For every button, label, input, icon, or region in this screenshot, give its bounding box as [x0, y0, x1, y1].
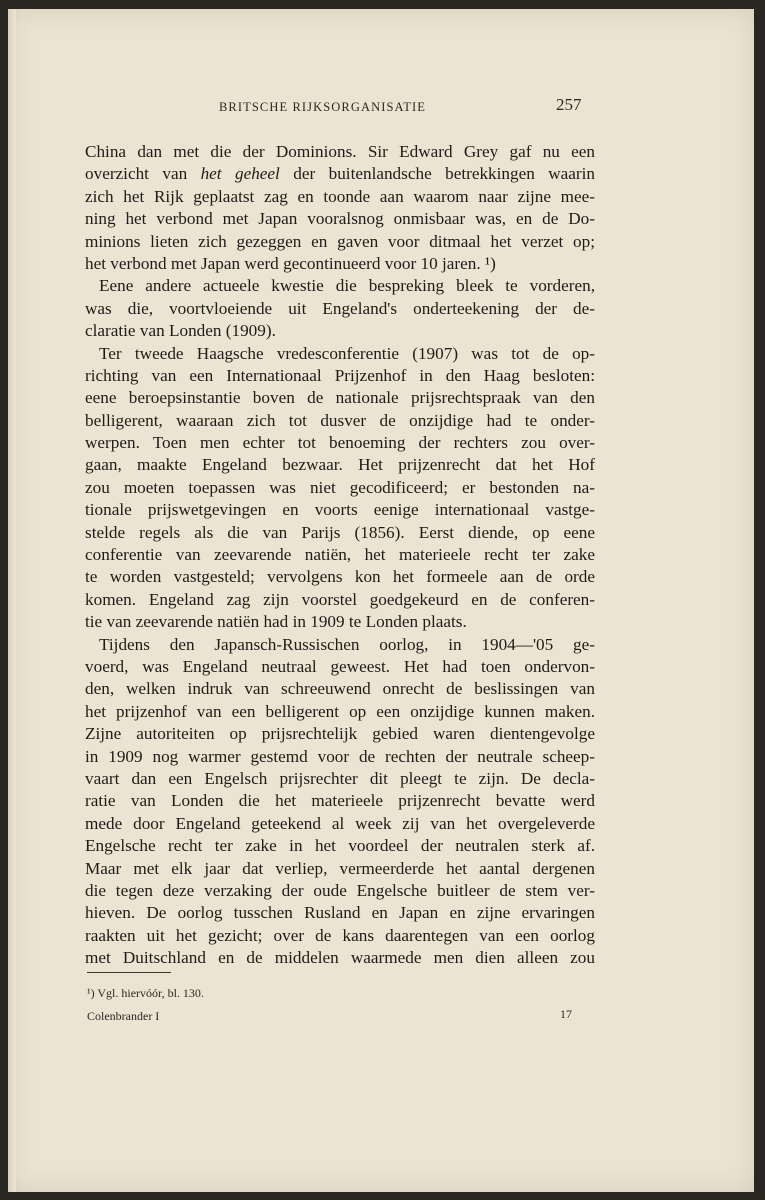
- text-line: Zijne autoriteiten op prijsrechtelijk gebied waren dientengevolge: [85, 724, 595, 744]
- text-line: stelde regels als die van Parijs (1856). Eerst diende, op eene: [85, 522, 595, 542]
- text-line: [85, 163, 595, 185]
- text-line: conferentie van zeevarende natiën, het materieele recht ter zake: [85, 545, 595, 565]
- text-line: Eene andere actueele kwestie die bespreking bleek te vorderen,: [99, 276, 595, 296]
- page-gutter: [8, 9, 16, 1192]
- text-line: zich het Rijk geplaatst zag en toonde aan waarom naar zijne mee-: [85, 186, 595, 206]
- text-line: gaan, maakte Engeland bezwaar. Het prijzenrecht dat het Hof: [85, 455, 595, 475]
- text-line: eene beroepsinstantie boven de nationale prijsrechtspraak van den: [85, 388, 595, 408]
- text-line: tie van zeevarende natiën had in 1909 te Londen plaats.: [85, 612, 467, 632]
- text-line: voerd, was Engeland neutraal geweest. Het had toen ondervon-: [85, 656, 595, 676]
- running-head: BRITSCHE RIJKSORGANISATIE: [219, 100, 427, 114]
- text-line: het verbond met Japan werd gecontinueerd voor 10 jaren. ¹): [85, 253, 496, 273]
- text-line: Tijdens den Japansch-Russischen oorlog, in 1904—'05 ge-: [99, 634, 595, 654]
- text-line: China dan met die der Dominions. Sir Edward Grey gaf nu een: [85, 142, 595, 161]
- text-line: Ter tweede Haagsche vredesconferentie (1907) was tot de op-: [99, 343, 595, 363]
- signature-label: Colenbrander I: [87, 1009, 160, 1023]
- text-line: ning het verbond met Japan vooralsnog onmisbaar was, en de Do-: [85, 209, 595, 229]
- text-line: den, welken indruk van schreeuwend onrecht de beslissingen van: [85, 679, 595, 699]
- text-line: richting van een Internationaal Prijzenhof in den Haag besloten:: [85, 365, 595, 385]
- text-line: met Duitschland en de middelen waarmede men dien alleen zou: [85, 948, 595, 968]
- footnote-rule: [87, 972, 171, 973]
- page-number: 257: [556, 95, 582, 114]
- text-line: Maar met elk jaar dat verliep, vermeerderde het aantal dergenen: [85, 858, 595, 878]
- text-line: mede door Engeland geteekend al week zij van het overgeleverde: [85, 813, 595, 833]
- signature-number: 17: [560, 1007, 572, 1021]
- text-line: tionale prijswetgevingen en voorts eenige internationaal vastge-: [85, 500, 595, 520]
- text-line: in 1909 nog warmer gestemd voor de rechten der neutrale scheep-: [85, 746, 595, 766]
- text-span: overzicht van: [85, 164, 201, 184]
- footnote-marker: ¹): [87, 986, 95, 1000]
- text-line: vaart dan een Engelsch prijsrechter dit pleegt te zijn. De decla-: [85, 768, 595, 788]
- footnote-text: Vgl. hiervóór, bl. 130.: [97, 986, 204, 1000]
- text-span: der buitenlandsche betrekkingen waarin: [279, 164, 595, 184]
- text-line: te worden vastgesteld; vervolgens kon het formeele aan de orde: [85, 567, 595, 587]
- text-line: die tegen deze verzaking der oude Engelsche buitleer de stem ver-: [85, 880, 595, 900]
- text-line: hieven. De oorlog tusschen Rusland en Japan en zijne ervaringen: [85, 903, 595, 923]
- text-line: raakten uit het gezicht; over de kans daarentegen van een oorlog: [85, 925, 595, 945]
- book-page: [8, 9, 754, 1192]
- emphasis-span: het geheel: [200, 164, 280, 184]
- body-text: [85, 141, 595, 969]
- text-line: het prijzenhof van een belligerent op een onzijdige kunnen maken.: [85, 701, 595, 721]
- text-line: belligerent, waaraan zich tot dusver de onzijdige had te onder-: [85, 410, 595, 430]
- text-line: was die, voortvloeiende uit Engeland's onderteekening der de-: [85, 298, 595, 318]
- footnote: [87, 986, 204, 1001]
- text-line: zou moeten toepassen was niet gecodificeerd; er bestonden na-: [85, 477, 595, 497]
- text-line: komen. Engeland zag zijn voorstel goedgekeurd en de conferen-: [85, 589, 595, 609]
- text-line: claratie van Londen (1909).: [85, 321, 276, 341]
- text-line: ratie van Londen die het materieele prijzenrecht bevatte werd: [85, 791, 595, 811]
- text-line: minions lieten zich gezeggen en gaven voor ditmaal het verzet op;: [85, 231, 595, 251]
- text-line: Engelsche recht ter zake in het voordeel der neutralen sterk af.: [85, 836, 595, 856]
- text-line: werpen. Toen men echter tot benoeming der rechters zou over-: [85, 433, 595, 453]
